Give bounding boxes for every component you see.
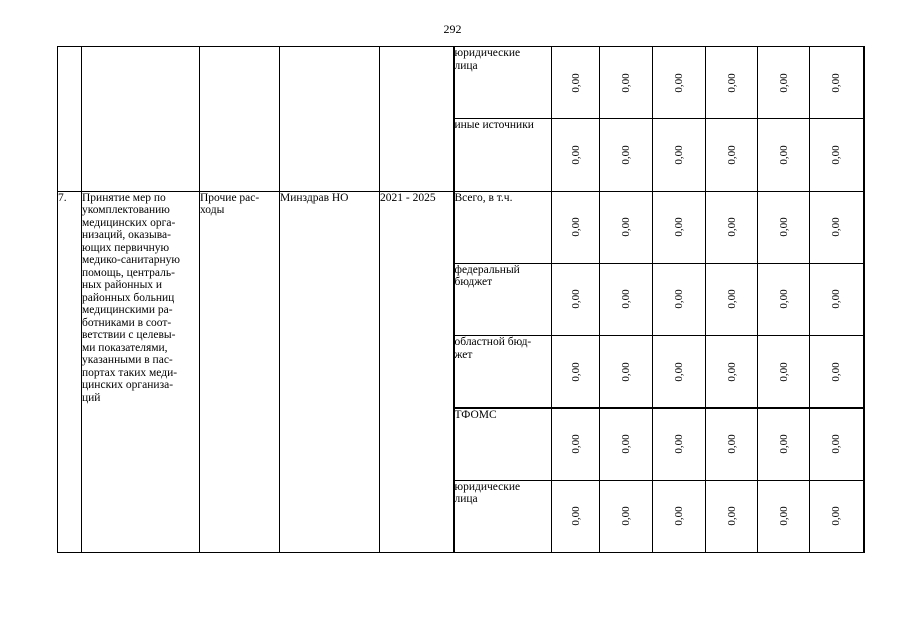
amount-cell [758, 480, 810, 552]
amount-cell [600, 480, 653, 552]
amount-value: 0,00 [725, 434, 738, 454]
amount-cell [600, 263, 653, 335]
amount-value: 0,00 [620, 434, 632, 454]
amount-cell [706, 480, 758, 552]
amount-value: 0,00 [777, 73, 790, 93]
amount-value: 0,00 [725, 73, 738, 93]
amount-cell [706, 336, 758, 408]
amount-value: 0,00 [569, 73, 582, 93]
item-number: 7. [58, 191, 82, 552]
amount-cell [653, 47, 706, 119]
amount-value: 0,00 [569, 217, 582, 237]
amount-cell [758, 263, 810, 335]
amount-cell [653, 408, 706, 480]
funding-source-label: областной бюд- жет [454, 336, 552, 408]
amount-cell [653, 263, 706, 335]
amount-cell [653, 336, 706, 408]
amount-value: 0,00 [569, 361, 582, 382]
amount-value: 0,00 [725, 145, 738, 165]
amount-cell [810, 336, 864, 408]
amount-cell [552, 480, 600, 552]
item-name-cell [82, 47, 200, 192]
amount-cell [706, 408, 758, 480]
budget-table [57, 46, 865, 553]
amount-cell [810, 408, 864, 480]
amount-value: 0,00 [620, 361, 632, 382]
amount-value: 0,00 [830, 361, 843, 382]
amount-value: 0,00 [569, 289, 582, 310]
amount-cell [810, 47, 864, 119]
table-row [58, 47, 864, 119]
expense-type: Прочие рас- ходы [200, 191, 280, 552]
amount-cell [552, 119, 600, 191]
funding-source-label: Всего, в т.ч. [454, 191, 552, 263]
amount-value: 0,00 [777, 289, 790, 310]
amount-value: 0,00 [777, 145, 790, 165]
amount-cell [706, 263, 758, 335]
executor-cell [280, 47, 380, 192]
amount-value: 0,00 [673, 289, 685, 310]
amount-cell [600, 408, 653, 480]
amount-value: 0,00 [725, 361, 738, 382]
page-number: 292 [443, 22, 462, 36]
amount-cell [758, 191, 810, 263]
amount-cell [653, 480, 706, 552]
table-row [58, 191, 864, 263]
amount-cell [552, 336, 600, 408]
amount-value: 0,00 [569, 506, 582, 526]
amount-cell [758, 336, 810, 408]
amount-value: 0,00 [830, 217, 843, 237]
amount-value: 0,00 [777, 506, 790, 526]
funding-source-label: иные источники [454, 119, 552, 191]
executor: Минздрав НО [280, 191, 380, 552]
amount-value: 0,00 [673, 217, 685, 237]
amount-value: 0,00 [725, 289, 738, 310]
amount-cell [810, 480, 864, 552]
amount-value: 0,00 [830, 145, 843, 165]
amount-value: 0,00 [673, 145, 685, 165]
amount-value: 0,00 [673, 361, 685, 382]
amount-value: 0,00 [569, 145, 582, 165]
amount-value: 0,00 [620, 217, 632, 237]
amount-value: 0,00 [725, 506, 738, 526]
amount-value: 0,00 [620, 289, 632, 310]
item-name: Принятие мер по укомплектованию медицинских орга- низаций, оказыва- ющих первичную медико-санитарную помощь, централь- ных районных и районных больниц медицинскими ра- ботниками в соот- ветствии с целевы- ми показателями, указанными в пас- портах таких меди- цинских организа- ций [82, 191, 200, 552]
amount-value: 0,00 [777, 361, 790, 382]
period-cell [380, 47, 454, 192]
amount-cell [706, 119, 758, 191]
amount-cell [758, 408, 810, 480]
amount-value: 0,00 [620, 145, 632, 165]
amount-cell [653, 119, 706, 191]
amount-cell [600, 119, 653, 191]
amount-cell [552, 47, 600, 119]
amount-cell [810, 191, 864, 263]
amount-value: 0,00 [830, 289, 843, 310]
funding-source-label: юридические лица [454, 480, 552, 552]
amount-cell [552, 263, 600, 335]
amount-cell [706, 191, 758, 263]
funding-source-label: федеральный бюджет [454, 263, 552, 335]
period: 2021 - 2025 [380, 191, 454, 552]
amount-value: 0,00 [777, 434, 790, 454]
expense-type-cell [200, 47, 280, 192]
amount-cell [758, 47, 810, 119]
amount-value: 0,00 [673, 434, 685, 454]
amount-cell [552, 191, 600, 263]
amount-value: 0,00 [569, 434, 582, 454]
amount-cell [600, 47, 653, 119]
amount-cell [600, 191, 653, 263]
item-number-cell [58, 47, 82, 192]
amount-value: 0,00 [830, 73, 843, 93]
amount-value: 0,00 [725, 217, 738, 237]
amount-cell [810, 263, 864, 335]
amount-cell [810, 119, 864, 191]
amount-value: 0,00 [620, 73, 632, 93]
funding-source-label: ТФОМС [454, 408, 552, 480]
amount-value: 0,00 [673, 73, 685, 93]
amount-cell [552, 408, 600, 480]
amount-value: 0,00 [830, 434, 843, 454]
amount-value: 0,00 [620, 506, 632, 526]
amount-cell [706, 47, 758, 119]
amount-value: 0,00 [673, 506, 685, 526]
amount-value: 0,00 [830, 506, 843, 526]
amount-value: 0,00 [777, 217, 790, 237]
funding-source-label: юридические лица [454, 47, 552, 119]
amount-cell [600, 336, 653, 408]
amount-cell [653, 191, 706, 263]
amount-cell [758, 119, 810, 191]
